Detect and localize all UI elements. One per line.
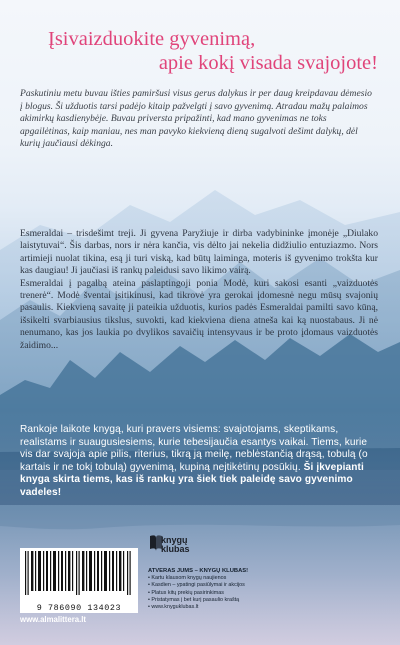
barcode-block [20, 548, 144, 624]
club-benefit: • Platus kitų prekių pasirinkimas [148, 590, 288, 597]
logo-word-2: klubas [161, 544, 190, 554]
logo-word-1: knygų [161, 535, 188, 545]
barcode-number: 9 786090 134023 [20, 603, 138, 613]
club-benefit: • www.knyguklubas.lt [148, 604, 288, 611]
headline-line-2: apie kokį visada svajojote! [158, 52, 378, 74]
intro-quote: Paskutiniu metu buvau išties pamiršusi visus gerus dalykus ir per daug kreipdavau dėmesio į blogus. Ši užduotis tarsi padėjo kitaip pažvelgti į savo gyvenimą. Atradau mažų palaimos akimirkų kasdienybėje. Buvau priversta pripažinti, kad mano gyvenimas ne toks apgailėtinas, kaip maniau, nes man pavyko kiekvieną dieną sugalvoti dešimt dalykų, dėl kurių jaučiausi dėkinga. [20, 88, 372, 150]
club-benefits-list [148, 575, 288, 611]
club-benefit: • Kartu klausom knygų naujienos [148, 575, 288, 582]
barcode-icon [23, 551, 135, 595]
club-info [148, 568, 288, 611]
barcode [20, 548, 138, 604]
description-paragraph-1: Esmeraldai – trisdešimt treji. Ji gyvena Paryžiuje ir dirba vadybininke įmonėje „Diulako laistytuvai“. Šis darbas, nors ir nėra kančia, vis dėlto jai nekelia didžiulio entuziazmo. Nors artimieji nuolat tikina, esą ji turi viską, kad būtų laiminga, moteris iš gyvenimo trokšta kur kas daugiau! Ji jaučiasi iš rankų paleidusi savo likimo vairą. [20, 228, 378, 277]
promo-body: Rankoje laikote knygą, kuri pravers visiems: svajotojams, skeptikams, realistams ir suaugusiesiems, kurie tebesijaučia esantys vaikai. Tiems, kurie vis dar svajoja apie pilis, riterius, tikrą ją meilę, neblėstančią drąsą, tobulą (o kartais ir ne tokį tobulą) gyvenimą, kupiną nejtikėtinų posūkių. [20, 424, 368, 473]
book-description [20, 228, 378, 352]
promo-strong: Ši įkvepianti knyga skirta tiems, kas iš rankų yra šiek tiek paleidę savo gyvenimo vadeles! [20, 461, 364, 498]
club-benefit: • Kasdien – ypatingi pasiūlymai ir akcijos [148, 582, 288, 589]
headline-line-1: Įsivaizduokite gyvenimą, [48, 28, 256, 50]
club-title: ATVERAS JUMS – KNYGŲ KLUBAS! [148, 568, 249, 574]
publisher-website[interactable]: www.almalittera.lt [20, 615, 87, 624]
description-paragraph-2: Esmeraldai į pagalbą ateina paslaptingoji ponia Modė, kuri sakosi esanti „vaizduotės trenerė“. Modė šventai įsitikinusi, kad tikrovė yra gerokai įdomesnė negu mūsų svajonių pasaulis. Kiekvieną savaitę ji pateikia užduotis, kurios padės Esmeraldai pamilti savo kūną, išsikelti svarbiausius tikslus, suvokti, kad kiekviena diena atneša kai ką nuostabaus. Ji nė nenumano, kas jos laukia po dvylikos savaičių intensyvaus ir be proto įdomaus vaizduotės žaidimo... [20, 277, 378, 351]
promo-text [20, 424, 380, 500]
headline [20, 27, 378, 75]
club-benefit: • Pristatymas į bet kurį pasaulio kraštą [148, 597, 288, 604]
